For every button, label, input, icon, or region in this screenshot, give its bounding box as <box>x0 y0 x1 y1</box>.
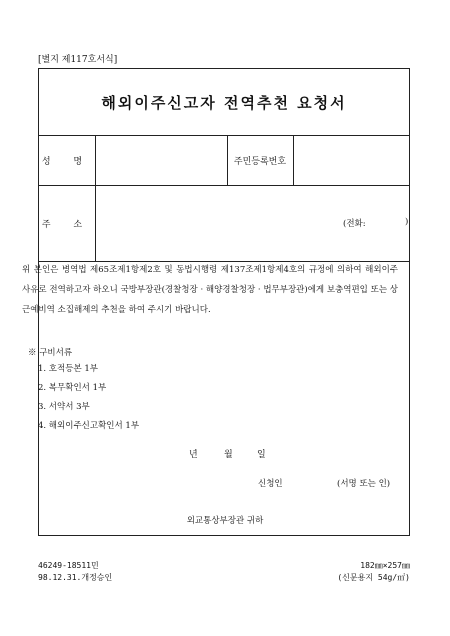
name-label-text: 성 명 <box>41 157 93 167</box>
title-row <box>39 69 409 136</box>
form-number-label: [별지 제117호서식] <box>38 55 118 65</box>
date-month: 월 <box>224 450 233 460</box>
recipient-line: 외교통상부장관 귀하 <box>186 516 264 526</box>
name-row <box>39 136 409 186</box>
attachment-item: 1. 호적등본 1부 <box>38 364 98 374</box>
attachment-item: 4. 해외이주신고확인서 1부 <box>38 421 140 431</box>
name-field[interactable] <box>96 136 227 186</box>
signature-label[interactable]: (서명 또는 인) <box>337 479 391 489</box>
footer-paper-size: 182㎜×257㎜ <box>360 561 410 570</box>
request-text: 위 본인은 병역법 제65조제1항제2호 및 동법시행령 제137조제1항제4호의 규정에 의하여 해외이주사유로 전역하고자 하오니 국방부장관(경찰청장 · 해양경찰청장 · 법무부장관)에게 보충역편입 또는 상근예비역 소집해제의 추천을 하여 주시기 바랍니다. <box>22 265 398 315</box>
form-title: 해외이주신고자 전역추천 요청서 <box>101 93 347 112</box>
phone-close-paren: ) <box>405 217 409 227</box>
attachments-list <box>38 360 139 436</box>
address-label <box>39 186 95 261</box>
address-row <box>39 186 409 262</box>
applicant-label: 신청인 <box>258 479 283 489</box>
footer-paper-weight: (신문용지 54g/㎡) <box>337 573 410 582</box>
date-day: 일 <box>257 450 266 460</box>
attachments-title: ※ 구비서류 <box>28 348 73 358</box>
footer-code: 46249-18511민 <box>38 561 99 570</box>
footer-approval: 98.12.31.개정승인 <box>38 573 113 582</box>
address-label-text: 주 소 <box>41 220 93 230</box>
attachment-item: 2. 복무확인서 1부 <box>38 383 107 393</box>
rrn-label-text: 주민등록번호 <box>233 157 287 167</box>
rrn-field[interactable] <box>294 136 409 186</box>
phone-label: (전화: <box>343 219 366 229</box>
request-paragraph <box>22 260 398 320</box>
date-year: 년 <box>189 450 198 460</box>
attachment-item: 3. 서약서 3부 <box>38 402 90 412</box>
rrn-label <box>227 136 293 185</box>
name-label <box>39 136 95 185</box>
